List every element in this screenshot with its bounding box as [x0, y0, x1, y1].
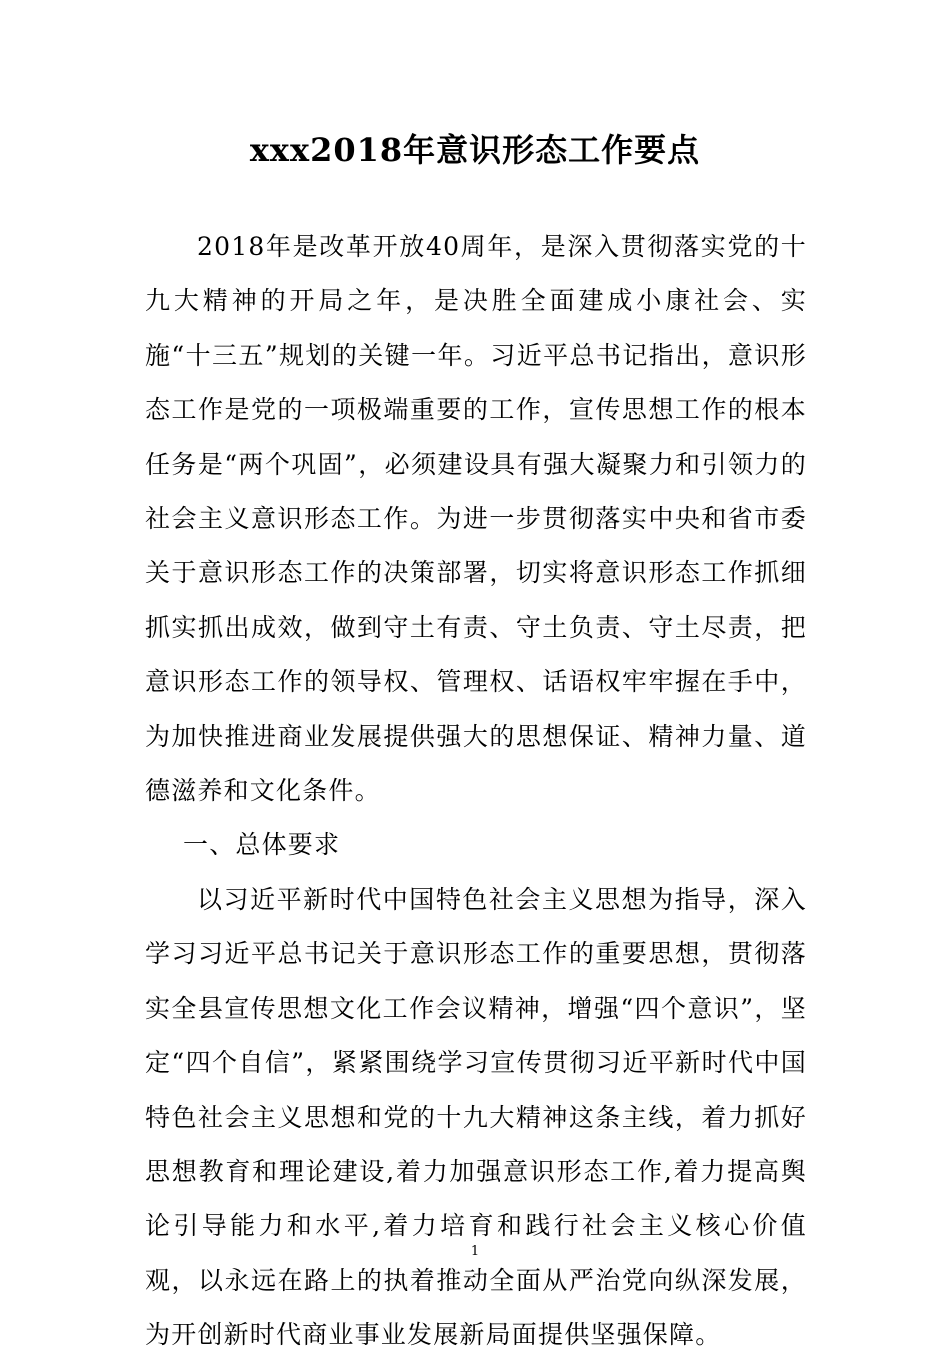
document-title: xxx2018年意识形态工作要点 [249, 131, 701, 169]
section-paragraph: 以习近平新时代中国特色社会主义思想为指导，深入学习习近平总书记关于意识形态工作的重要思想，贯彻落实全县宣传思想文化工作会议精神，增强“四个意识”，坚定“四个自信”，紧紧围绕学习宣传贯彻习近平新时代中国特色社会主义思想和党的十九大精神这条主线，着力抓好思想教育和理论建设,着力加强意识形态工作,着力提高舆论引导能力和水平,着力培育和践行社会主义核心价值观，以永远在路上的执着推动全面从严治党向纵深发展，为开创新时代商业事业发展新局面提供坚强保障。 [145, 884, 807, 1350]
intro-paragraph: 2018年是改革开放40周年，是深入贯彻落实党的十九大精神的开局之年，是决胜全面建成小康社会、实施“十三五”规划的关键一年。习近平总书记指出，意识形态工作是党的一项极端重要的工作，宣传思想工作的根本任务是“两个巩固”，必须建设具有强大凝聚力和引领力的社会主义意识形态工作。为进一步贯彻落实中央和省市委关于意识形态工作的决策部署，切实将意识形态工作抓细抓实抓出成效，做到守土有责、守土负责、守土尽责，把意识形态工作的领导权、管理权、话语权牢牢握在手中，为加快推进商业发展提供强大的思想保证、精神力量、道德滋养和文化条件。 [145, 232, 807, 806]
section-heading: 一、总体要求 [183, 830, 341, 860]
page-number: 1 [470, 1244, 480, 1259]
document-body [145, 220, 807, 1363]
